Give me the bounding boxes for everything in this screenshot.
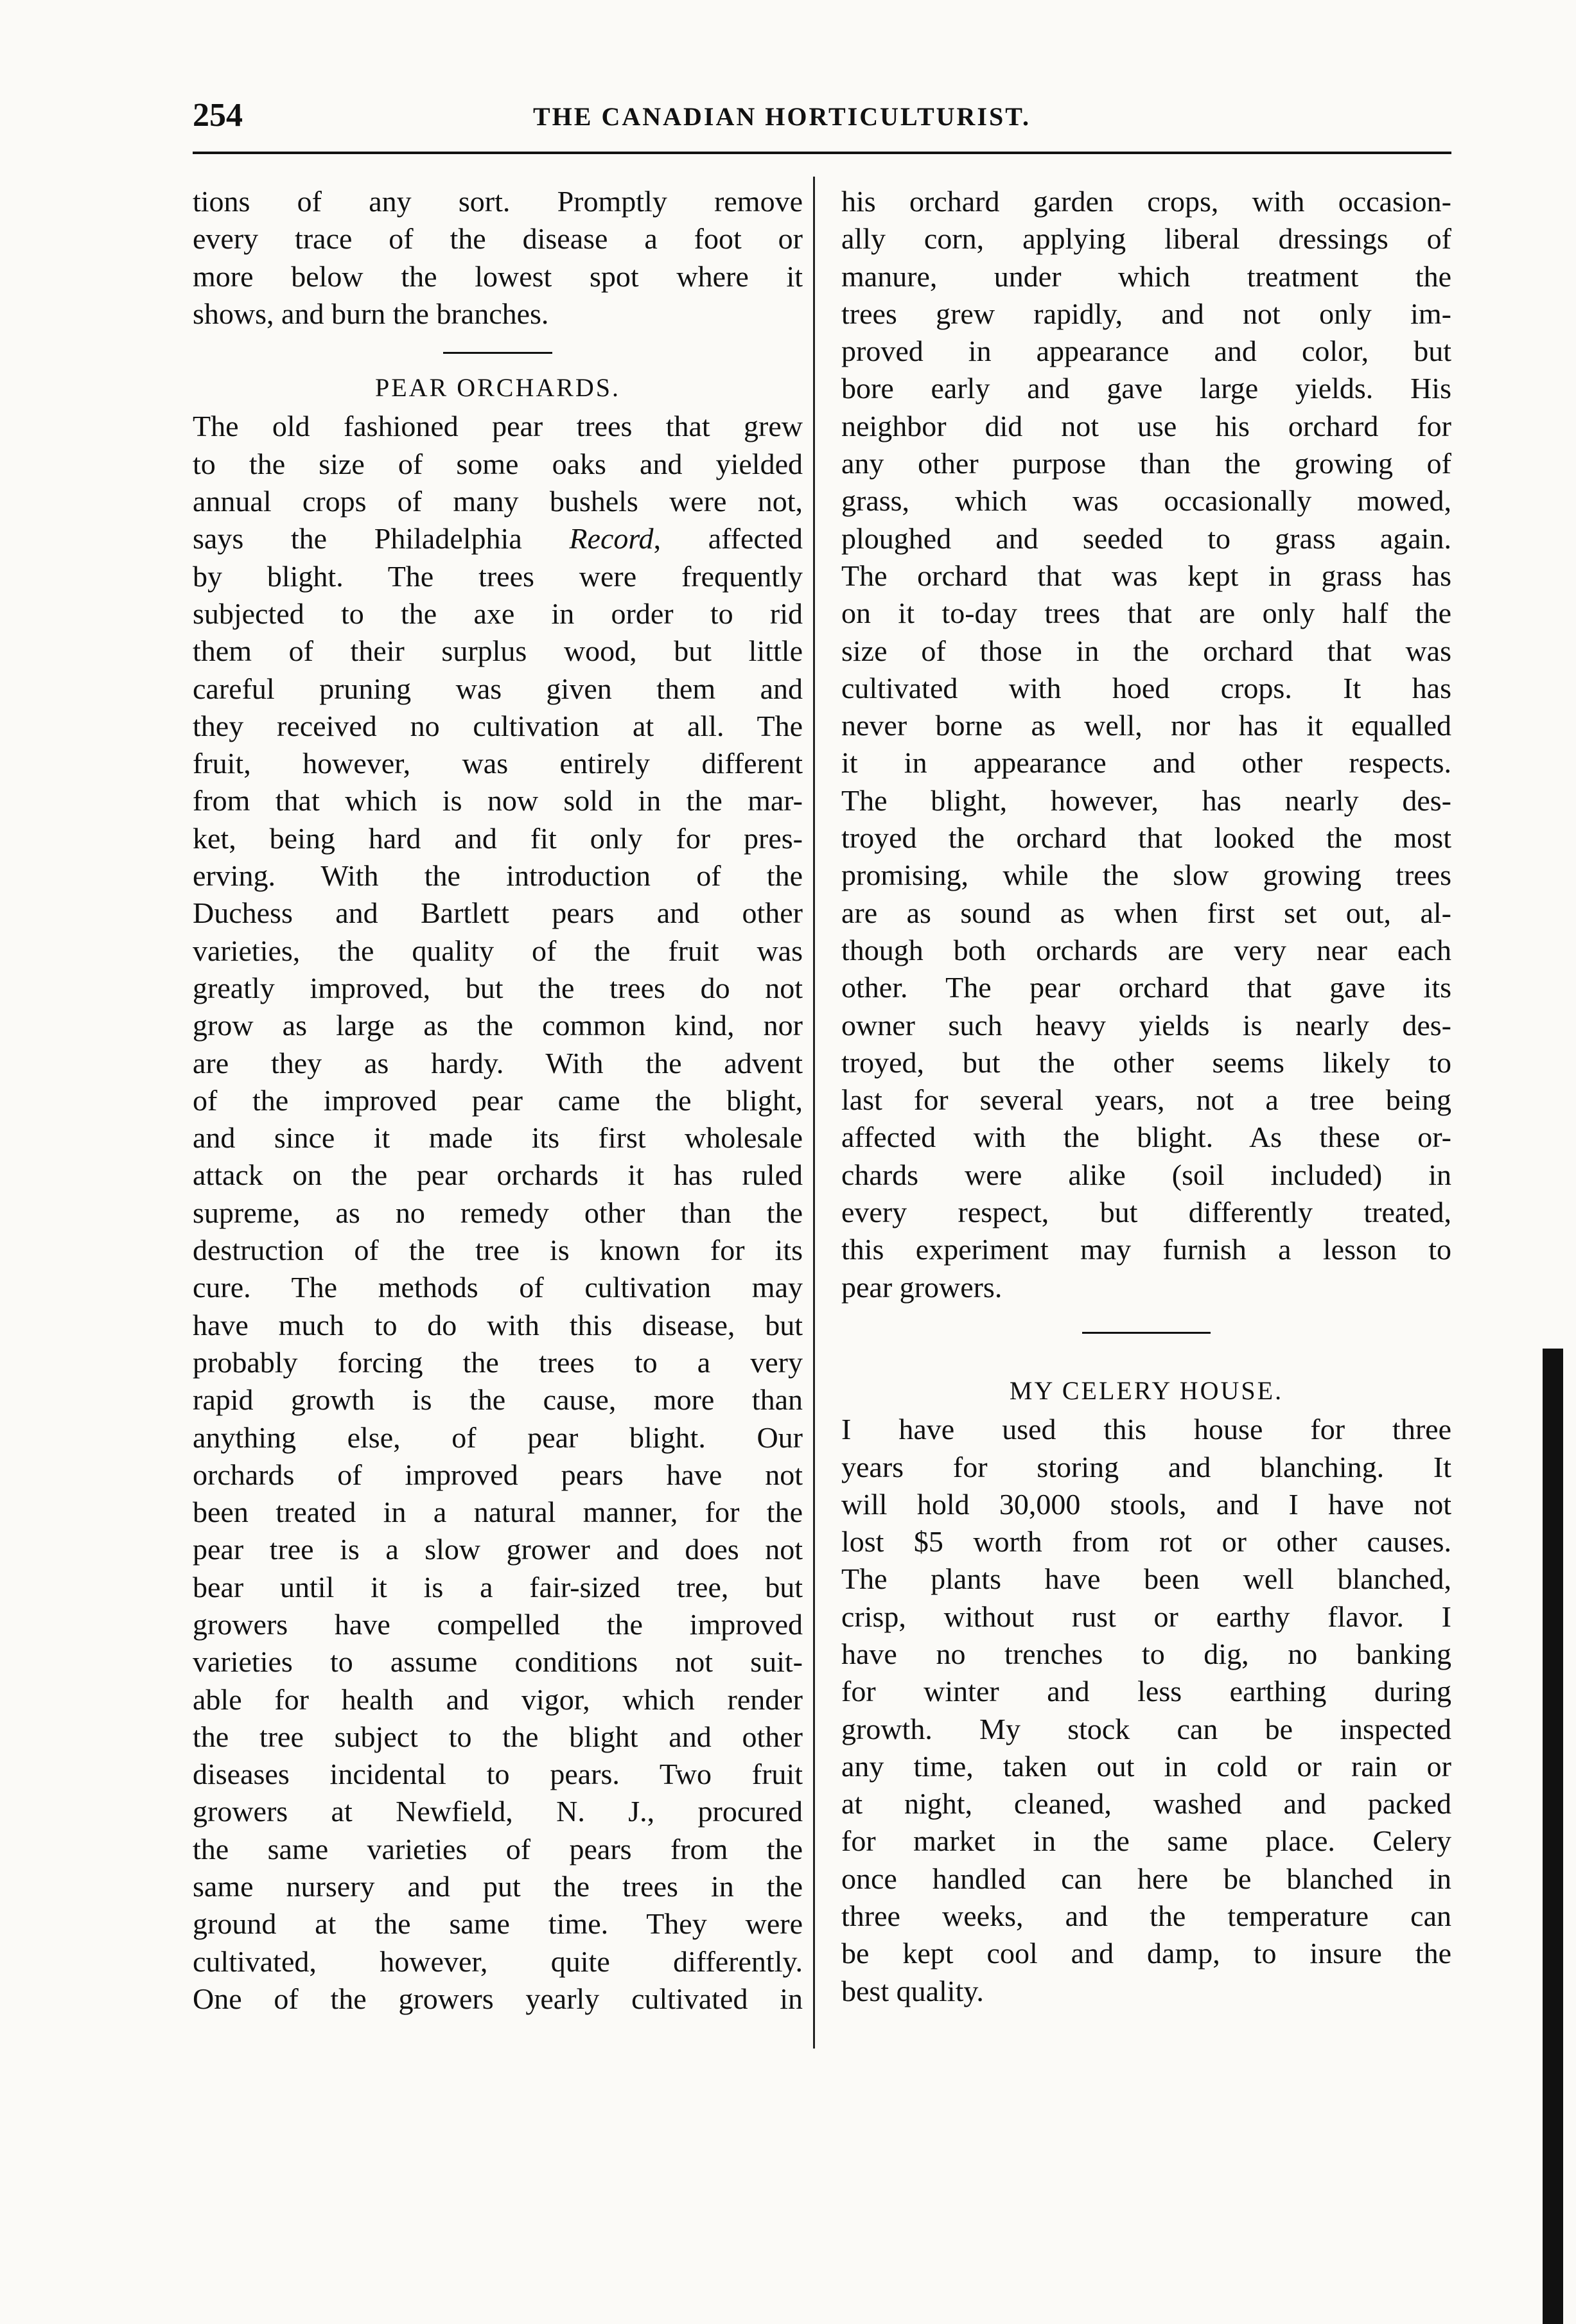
text-line: probably forcing the trees to a very: [193, 1345, 803, 1379]
text-line: last for several years, not a tree being: [841, 1083, 1451, 1117]
text-line: grass, which was occasionally mowed,: [841, 484, 1451, 518]
text-line: growers have compelled the improved: [193, 1607, 803, 1641]
text-line: and since it made its first wholesale: [193, 1121, 803, 1155]
text-line: careful pruning was given them and: [193, 672, 803, 705]
text-line: any time, taken out in cold or rain or: [841, 1749, 1451, 1783]
section-heading-celery-house: MY CELERY HOUSE.: [1009, 1376, 1284, 1405]
text-line: The blight, however, has nearly des-: [841, 783, 1451, 817]
text-line: supreme, as no remedy other than the: [193, 1196, 803, 1229]
text-line: annual crops of many bushels were not,: [193, 485, 803, 518]
text-line: of the improved pear came the blight,: [193, 1083, 803, 1117]
text-line: same nursery and put the trees in the: [193, 1870, 803, 1903]
right-column: [841, 183, 1451, 2010]
text-line: though both orchards are very near each: [841, 933, 1451, 966]
text-line: to the size of some oaks and yielded: [193, 447, 803, 480]
text-line: size of those in the orchard that was: [841, 634, 1451, 667]
text-line: they received no cultivation at all. The: [193, 709, 803, 742]
text-line: diseases incidental to pears. Two fruit: [193, 1758, 803, 1791]
text-line: manure, under which treatment the: [841, 259, 1451, 293]
text-line: troyed the orchard that looked the most: [841, 821, 1451, 855]
text-line: greatly improved, but the trees do not: [193, 971, 803, 1004]
text-line: other. The pear orchard that gave its: [841, 971, 1451, 1004]
text-line: from that which is now sold in the mar-: [193, 784, 803, 817]
text-line: rapid growth is the cause, more than: [193, 1383, 803, 1417]
pear-orchards-paragraph: [193, 408, 803, 2018]
text-line: three weeks, and the temperature can: [841, 1900, 1451, 1933]
text-line: The orchard that was kept in grass has: [841, 559, 1451, 592]
text-line: attack on the pear orchards it has ruled: [193, 1158, 803, 1192]
text-line: every respect, but differently treated,: [841, 1196, 1451, 1229]
text-line: anything else, of pear blight. Our: [193, 1420, 803, 1454]
header-rule: [193, 152, 1451, 154]
text-line: One of the growers yearly cultivated in: [193, 1982, 803, 2015]
text-line: cultivated with hoed crops. It has: [841, 671, 1451, 704]
text-line: growth. My stock can be inspected: [841, 1712, 1451, 1745]
text-line: his orchard garden crops, with occasion-: [841, 185, 1451, 218]
text-line: ket, being hard and fit only for pres-: [193, 821, 803, 855]
text-line: affected with the blight. As these or-: [841, 1121, 1451, 1154]
text-line: be kept cool and damp, to insure the: [841, 1937, 1451, 1970]
section-heading-pear-orchards: PEAR ORCHARDS.: [374, 373, 621, 403]
text-line: bore early and gave large yields. His: [841, 372, 1451, 405]
text-line: cure. The methods of cultivation may: [193, 1271, 803, 1304]
text-line: growers at Newfield, N. J., procured: [193, 1795, 803, 1828]
running-title: THE CANADIAN HORTICULTURIST.: [533, 102, 1031, 131]
text-line: tions of any sort. Promptly remove: [193, 185, 803, 218]
text-line: owner such heavy yields is nearly des-: [841, 1008, 1451, 1042]
section-separator: [1082, 1332, 1211, 1334]
intro-paragraph: [193, 183, 803, 333]
text-line: have much to do with this disease, but: [193, 1308, 803, 1341]
text-line: cultivated, however, quite differently.: [193, 1944, 803, 1978]
text-line: this experiment may furnish a lesson to: [841, 1233, 1451, 1266]
text-line: for winter and less earthing during: [841, 1675, 1451, 1708]
text-line: will hold 30,000 stools, and I have not: [841, 1487, 1451, 1521]
text-line: The plants have been well blanched,: [841, 1562, 1451, 1596]
section-separator: [443, 352, 552, 354]
text-line: fruit, however, was entirely different: [193, 747, 803, 780]
text-line: Duchess and Bartlett pears and other: [193, 896, 803, 930]
left-column: [193, 183, 803, 2018]
text-line: bear until it is a fair-sized tree, but: [193, 1570, 803, 1603]
text-line: it in appearance and other respects.: [841, 746, 1451, 780]
text-line: any other purpose than the growing of: [841, 447, 1451, 480]
text-fragment: says the Philadelphia: [193, 522, 570, 555]
text-line: varieties, the quality of the fruit was: [193, 934, 803, 967]
scan-edge-shadow: [1543, 1349, 1563, 2324]
text-line: the same varieties of pears from the: [193, 1832, 803, 1865]
column-divider: [813, 177, 815, 2049]
text-line: the tree subject to the blight and other: [193, 1720, 803, 1753]
text-line: them of their surplus wood, but little: [193, 634, 803, 668]
text-line: been treated in a natural manner, for the: [193, 1496, 803, 1529]
text-line: never borne as well, nor has it equalled: [841, 709, 1451, 742]
text-line: I have used this house for three: [841, 1413, 1451, 1446]
text-line: are they as hardy. With the advent: [193, 1046, 803, 1079]
text-line: able for health and vigor, which render: [193, 1682, 803, 1716]
page-number: 254: [193, 97, 243, 134]
text-fragment: , affected: [653, 522, 803, 555]
text-line: more below the lowest spot where it: [193, 259, 803, 293]
text-line: varieties to assume conditions not suit-: [193, 1645, 803, 1679]
text-line: on it to-day trees that are only half the: [841, 597, 1451, 630]
text-line: destruction of the tree is known for its: [193, 1234, 803, 1267]
text-line: lost $5 worth from rot or other causes.: [841, 1525, 1451, 1559]
text-line: neighbor did not use his orchard for: [841, 409, 1451, 442]
text-line: trees grew rapidly, and not only im-: [841, 297, 1451, 330]
text-line: at night, cleaned, washed and packed: [841, 1787, 1451, 1821]
pear-orchards-lines: [193, 558, 803, 2018]
running-header: [193, 96, 1451, 141]
text-line: ally corn, applying liberal dressings of: [841, 222, 1451, 256]
text-line: shows, and burn the branches.: [193, 297, 549, 330]
text-line: [193, 520, 803, 557]
text-line: years for storing and blanching. It: [841, 1450, 1451, 1483]
text-line: The old fashioned pear trees that grew: [193, 410, 803, 443]
text-line: every trace of the disease a foot or: [193, 222, 803, 256]
pear-orchards-continuation: [841, 183, 1451, 1306]
text-line: best quality.: [841, 1974, 984, 2007]
text-line: troyed, but the other seems likely to: [841, 1045, 1451, 1079]
text-line: proved in appearance and color, but: [841, 335, 1451, 368]
text-line: for market in the same place. Celery: [841, 1824, 1451, 1858]
text-line: pear growers.: [841, 1270, 1003, 1304]
celery-house-paragraph: [841, 1411, 1451, 2010]
text-line: erving. With the introduction of the: [193, 859, 803, 893]
text-line: promising, while the slow growing trees: [841, 859, 1451, 892]
text-line: orchards of improved pears have not: [193, 1458, 803, 1491]
text-line: ploughed and seeded to grass again.: [841, 521, 1451, 555]
text-line: pear tree is a slow grower and does not: [193, 1533, 803, 1566]
text-line: have no trenches to dig, no banking: [841, 1637, 1451, 1670]
text-line: once handled can here be blanched in: [841, 1862, 1451, 1895]
text-line: grow as large as the common kind, nor: [193, 1009, 803, 1042]
text-line: crisp, without rust or earthy flavor. I: [841, 1600, 1451, 1633]
text-line: by blight. The trees were frequently: [193, 559, 803, 593]
text-line: are as sound as when first set out, al-: [841, 896, 1451, 929]
text-line: ground at the same time. They were: [193, 1907, 803, 1941]
text-line: subjected to the axe in order to rid: [193, 597, 803, 630]
text-line: chards were alike (soil included) in: [841, 1158, 1451, 1191]
publication-name: Record: [569, 522, 654, 555]
